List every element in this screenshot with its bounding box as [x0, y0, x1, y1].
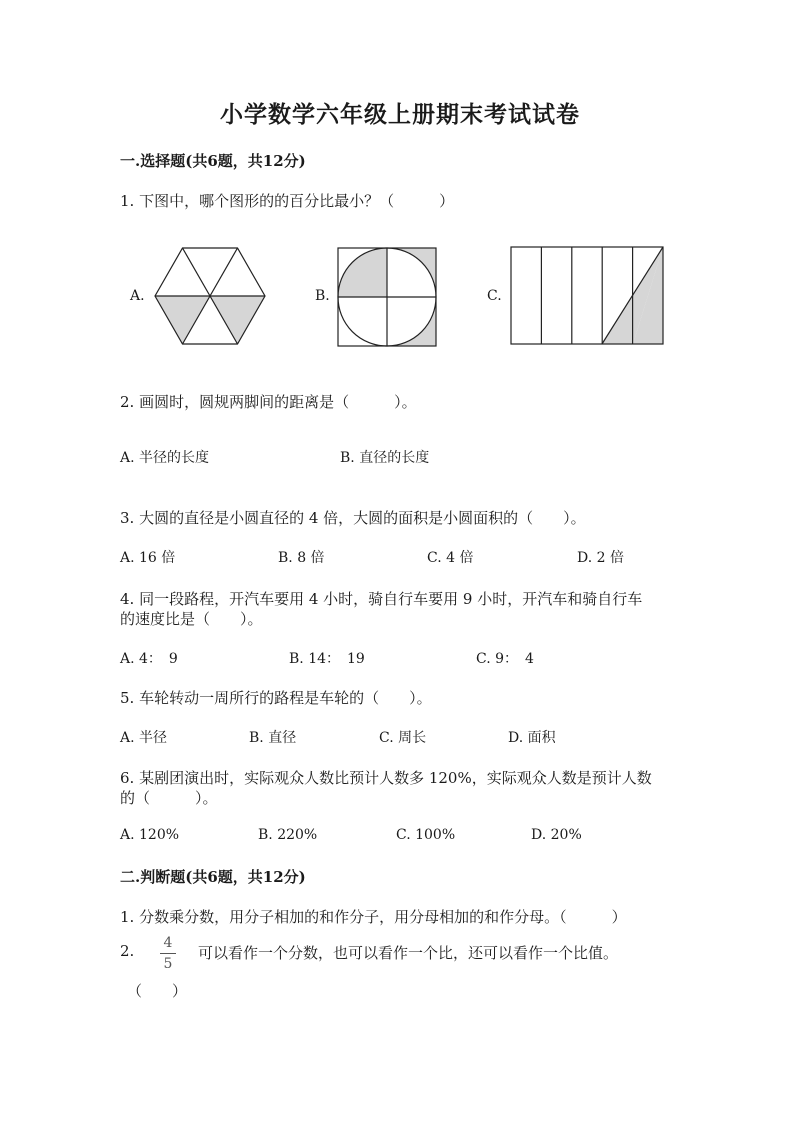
fraction-four-fifths [158, 934, 178, 973]
question-4-line-1: 4. 同一段路程，开汽车要用 4 小时，骑自行车要用 9 小时，开汽车和骑自行车 [120, 590, 643, 608]
q5-option-b: B. 直径 [249, 730, 297, 746]
q3-option-b: B. 8 倍 [278, 550, 325, 566]
question-3: 3. 大圆的直径是小圆直径的 4 倍，大圆的面积是小圆面积的（ ）。 [120, 509, 586, 527]
circle-shaded-quarter [338, 248, 387, 297]
question-4-line-2: 的速度比是（ ）。 [120, 610, 263, 628]
section-heading-choice: 一.选择题(共6题，共12分) [120, 152, 306, 170]
corner-shaded-bottom-right [387, 297, 436, 346]
question-5: 5. 车轮转动一周所行的路程是车轮的（ ）。 [120, 689, 432, 707]
judgment-1: 1. 分数乘分数，用分子相加的和作分子，用分母相加的和作分母。（ ） [120, 908, 627, 926]
q5-option-c: C. 周长 [379, 730, 427, 746]
q6-option-d: D. 20% [531, 827, 582, 843]
judgment-2-text: 可以看作一个分数，也可以看作一个比，还可以看作一个比值。 [198, 944, 619, 962]
q3-option-d: D. 2 倍 [577, 550, 624, 566]
page-title: 小学数学六年级上册期末考试试卷 [220, 101, 580, 128]
hexagon-shaded-triangle-left [155, 296, 210, 344]
q5-option-a: A. 半径 [120, 730, 168, 746]
judgment-2-bracket: （ ） [127, 982, 188, 1000]
figure-label-a: A. [130, 288, 145, 304]
question-6-line-2: 的（ ）。 [120, 789, 218, 807]
question-6-line-1: 6. 某剧团演出时，实际观众人数比预计人数多 120%，实际观众人数是预计人数 [120, 769, 652, 787]
q3-option-c: C. 4 倍 [427, 550, 474, 566]
q4-option-b: B. 14： 19 [289, 651, 365, 667]
circle-in-square-figure [335, 245, 439, 349]
q2-option-b: B. 直径的长度 [340, 450, 430, 466]
figure-label-c: C. [487, 288, 502, 304]
strips-rectangle-figure [508, 244, 666, 347]
corner-shaded-top-right [387, 248, 436, 297]
fraction-bar [160, 953, 176, 954]
section-heading-judgment: 二.判断题(共6题，共12分) [120, 868, 306, 886]
q5-option-d: D. 面积 [508, 730, 556, 746]
question-1: 1. 下图中，哪个图形的的百分比最小？（ ） [120, 192, 455, 210]
judgment-2-number: 2. [120, 942, 135, 960]
q4-option-c: C. 9： 4 [476, 651, 534, 667]
q3-option-a: A. 16 倍 [120, 550, 176, 566]
fraction-numerator: 4 [163, 935, 173, 951]
figure-label-b: B. [315, 288, 330, 304]
q4-option-a: A. 4： 9 [120, 651, 178, 667]
hexagon-figure [150, 243, 270, 349]
question-2: 2. 画圆时，圆规两脚间的距离是（ ）。 [120, 393, 417, 411]
q6-option-c: C. 100% [396, 827, 456, 843]
hexagon-shaded-triangle-right [210, 296, 265, 344]
q6-option-b: B. 220% [258, 827, 318, 843]
q6-option-a: A. 120% [120, 827, 180, 843]
fraction-denominator: 5 [163, 956, 173, 972]
q2-option-a: A. 半径的长度 [120, 450, 210, 466]
